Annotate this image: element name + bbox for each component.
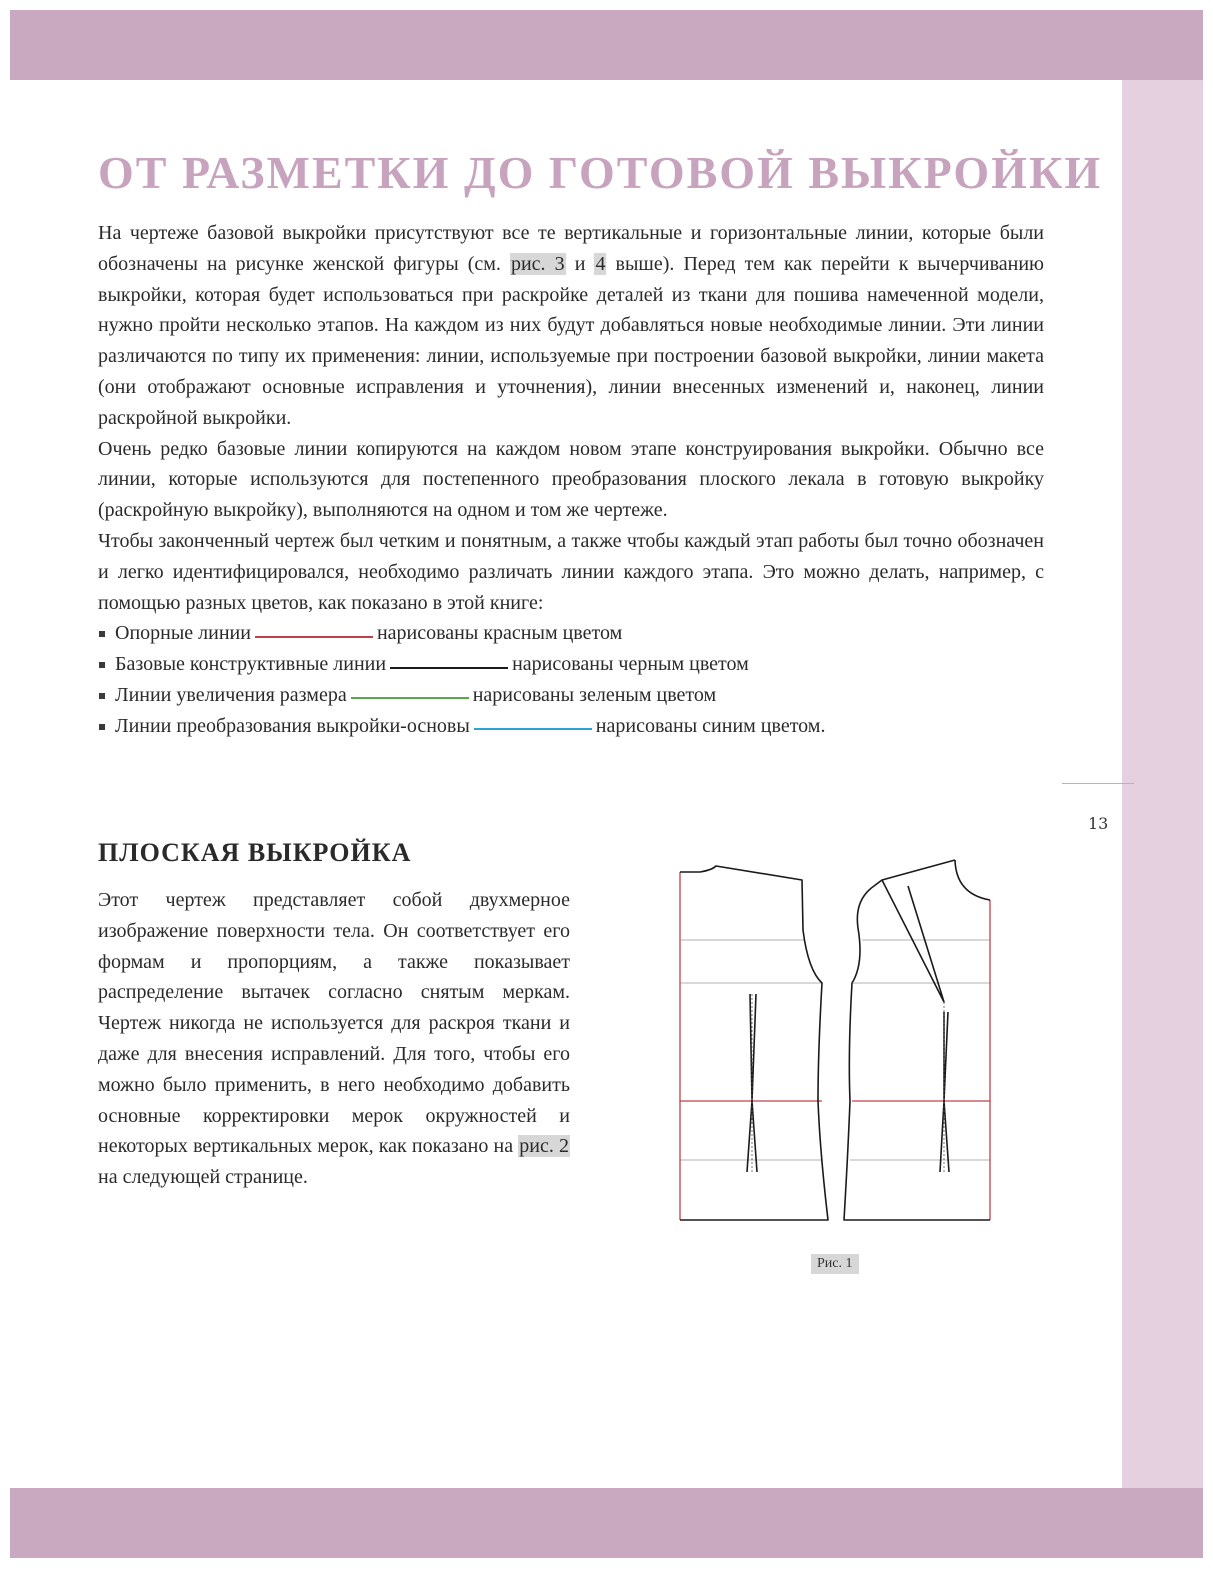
section-heading-flat-pattern: ПЛОСКАЯ ВЫКРОЙКА (98, 838, 412, 867)
intro-text-part1: На чертеже базовой выкройки присутствуют все те вертикальные и горизонтальные линии, которые были обозначены на рисунке женской фигуры (см. (98, 222, 1044, 275)
blue-line-swatch (474, 728, 592, 730)
side-color-strip (1122, 80, 1203, 1488)
flat-text-part1: Этот чертеж представляет собой двухмерное изображение поверхности тела. Он соответствует его формам и пропорциям, а также показывает распределение вытачек согласно снятым меркам. Чертеж никогда не используется для раскроя ткани и даже для внесения исправлений. Для того, чтобы его можно было применить, в него необходимо добавить основные корректировки мерок окружностей и некоторых вертикальных мерок, как показано на (98, 889, 570, 1158)
legend-desc: нарисованы черным цветом (512, 653, 749, 676)
front-waist-dart (940, 1012, 949, 1172)
legend-desc: нарисованы красным цветом (376, 622, 623, 645)
flat-text-part2: на следующей странице. (98, 1166, 308, 1189)
legend-item (98, 649, 1044, 680)
legend-item (98, 711, 1044, 742)
flat-pattern-text (98, 885, 570, 1193)
bottom-color-band (10, 1488, 1203, 1558)
intro-text-and: и (565, 252, 595, 275)
red-line-swatch (255, 636, 373, 638)
legend-label: Линии преобразования выкройки-основы (115, 714, 470, 737)
intro-paragraph-3: Чтобы законченный чертеж был четким и понятным, а также чтобы каждый этап работы был точно обозначен и легко идентифицировался, необходимо различать линии каждого этапа. Это можно делать, например, с помощью разных цветов, как показано в этой книге: (98, 529, 1044, 614)
intro-text (98, 218, 1044, 742)
page-number: 13 (1088, 814, 1109, 833)
legend-desc: нарисованы зеленым цветом (472, 683, 717, 706)
page-number-rule (1062, 783, 1134, 784)
legend-label: Опорные линии (115, 622, 251, 645)
top-color-band (10, 10, 1203, 80)
line-color-legend (98, 618, 1044, 741)
intro-paragraph-1 (98, 218, 1044, 434)
figure-4-reference[interactable]: 4 (595, 252, 606, 275)
intro-text-part2: выше). Перед тем как перейти к вычерчиванию выкройки, которая будет использоваться при раскройке деталей из ткани для пошива намеченной модели, нужно пройти несколько этапов. На каждом из них будут добавляться новые необходимые линии. Эти линии различаются по типу их применения: линии, используемые при построении базовой выкройки, линии макета (они отображают основные исправления и уточнения), линии внесенных изменений и, наконец, линии раскройной выкройки. (98, 252, 1044, 429)
figure-caption: Рис. 1 (811, 1254, 859, 1274)
legend-desc: нарисованы синим цветом. (595, 714, 826, 737)
flat-pattern-drawing (672, 852, 998, 1224)
intro-paragraph-2: Очень редко базовые линии копируются на каждом новом этапе конструирования выкройки. Обычно все линии, которые используются для постепенного преобразования плоского лекала в готовую выкройку (раскройную выкройку), выполняются на одном и том же чертеже. (98, 437, 1044, 522)
front-bust-dart (882, 880, 944, 1002)
legend-label: Базовые конструктивные линии (115, 653, 387, 676)
page-title: ОТ РАЗМЕТКИ ДО ГОТОВОЙ ВЫКРОЙКИ (98, 147, 1103, 198)
legend-label: Линии увеличения размера (115, 683, 347, 706)
figure-2-reference[interactable]: рис. 2 (519, 1135, 569, 1158)
legend-item (98, 680, 1044, 711)
green-line-swatch (351, 697, 469, 699)
figure-3-reference[interactable]: рис. 3 (510, 252, 565, 275)
black-line-swatch (390, 667, 508, 669)
legend-item (98, 618, 1044, 649)
